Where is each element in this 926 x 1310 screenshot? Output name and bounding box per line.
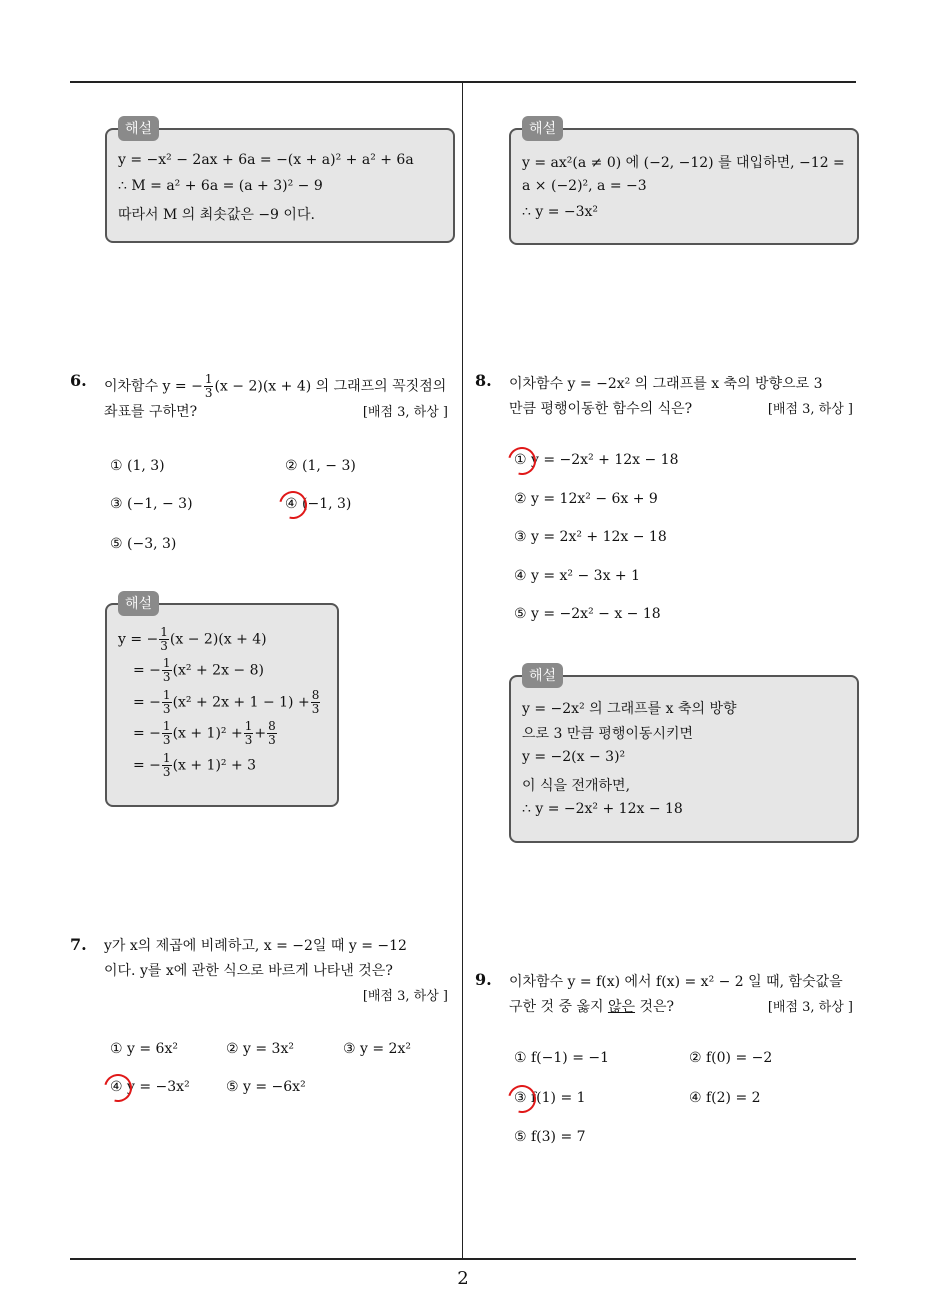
question-number: 6. — [70, 371, 87, 390]
solution-line: 따라서 M 의 최솟값은 −9 이다. — [118, 207, 315, 223]
score-meta: [배점 3, 하상 ] — [767, 402, 853, 417]
score-meta: [배점 3, 하상 ] — [362, 405, 448, 420]
solution-line: = − $\frac{1}{3}$ (x² + 2x + 1 − 1) + $\frac{8}{3}$ — [133, 688, 320, 716]
option-3[interactable]: ③ y = 2x² + 12x − 18 — [514, 529, 667, 545]
score-meta: [배점 3, 하상 ] — [767, 1000, 853, 1015]
option-1[interactable]: ① y = −2x² + 12x − 18 — [514, 452, 679, 468]
question-line: 이차함수 y = −2x² 의 그래프를 x 축의 방향으로 3 — [509, 376, 823, 392]
question-text — [509, 372, 861, 422]
option-2[interactable]: ② y = 12x² − 6x + 9 — [514, 491, 658, 507]
answer-circle-mark — [503, 442, 541, 480]
underlined-word: 않은 — [607, 999, 636, 1015]
question-line: 이차함수 y = f(x) 에서 f(x) = x² − 2 일 때, 함숫값을 — [509, 974, 843, 990]
solution-line: ∴ y = −3x² — [522, 204, 599, 220]
option-2[interactable]: ② y = 3x² — [226, 1041, 294, 1057]
question-line: 이다. y를 x에 관한 식으로 바르게 나타낸 것은? — [104, 963, 393, 979]
option-4[interactable]: ④ (−1, 3) — [285, 496, 352, 512]
option-3[interactable]: ③ (−1, − 3) — [110, 496, 193, 512]
option-4[interactable]: ④ y = −3x² — [110, 1079, 190, 1095]
question-number: 7. — [70, 935, 87, 954]
option-2[interactable]: ② f(0) = −2 — [689, 1050, 773, 1066]
question-line: 좌표를 구하면? — [104, 404, 198, 420]
solution-line: 이 식을 전개하면, — [522, 778, 631, 794]
answer-circle-mark — [274, 486, 312, 524]
option-4[interactable]: ④ f(2) = 2 — [689, 1090, 761, 1106]
option-3[interactable]: ③ f(1) = 1 — [514, 1090, 586, 1106]
option-1[interactable]: ① y = 6x² — [110, 1041, 178, 1057]
question-line: (x − 2)(x + 4) 의 그래프의 꼭짓점의 — [214, 378, 447, 395]
solution-tag: 해설 — [522, 663, 563, 688]
score-meta: [배점 3, 하상 ] — [362, 989, 448, 1004]
question-number: 9. — [475, 970, 492, 989]
column-divider — [462, 83, 463, 1259]
question-line: y가 x의 제곱에 비례하고, x = −2일 때 y = −12 — [104, 938, 407, 954]
option-2[interactable]: ② (1, − 3) — [285, 458, 356, 474]
top-rule — [70, 81, 856, 83]
solution-line: 으로 3 만큼 평행이동시키면 — [522, 726, 694, 742]
question-line: 구한 것 중 옳지 — [509, 999, 608, 1015]
option-3[interactable]: ③ y = 2x² — [343, 1041, 411, 1057]
question-text — [509, 970, 861, 1020]
option-1[interactable]: ① (1, 3) — [110, 458, 165, 474]
option-5[interactable]: ⑤ (−3, 3) — [110, 536, 177, 552]
solution-line: ∴ M = a² + 6a = (a + 3)² − 9 — [118, 178, 323, 194]
solution-line: ∴ y = −2x² + 12x − 18 — [522, 801, 683, 817]
solution-tag: 해설 — [118, 591, 159, 616]
answer-circle-mark — [503, 1080, 541, 1118]
fraction: $\frac{1}{3}$ — [204, 372, 213, 400]
solution-line: = − $\frac{1}{3}$ (x² + 2x − 8) — [133, 656, 264, 684]
solution-line: = − $\frac{1}{3}$ (x + 1)² + $\frac{1}{3}$ + $\frac{8}{3}$ — [133, 719, 276, 747]
question-line: 것은? — [635, 999, 675, 1015]
option-5[interactable]: ⑤ y = −2x² − x − 18 — [514, 606, 661, 622]
question-line: 이차함수 y = − — [104, 378, 203, 395]
solution-line: y = −2(x − 3)² — [522, 749, 626, 765]
solution-line: y = ax²(a ≠ 0) 에 (−2, −12) 를 대입하면, −12 = — [522, 155, 845, 171]
question-text — [104, 373, 456, 425]
solution-line: a × (−2)², a = −3 — [522, 178, 647, 194]
question-number: 8. — [475, 371, 492, 390]
option-5[interactable]: ⑤ y = −6x² — [226, 1079, 306, 1095]
answer-circle-mark — [99, 1069, 137, 1107]
bottom-rule — [70, 1258, 856, 1260]
solution-tag: 해설 — [522, 116, 563, 141]
solution-line: y = −x² − 2ax + 6a = −(x + a)² + a² + 6a — [118, 152, 414, 168]
solution-line: y = −2x² 의 그래프를 x 축의 방향 — [522, 701, 737, 717]
option-1[interactable]: ① f(−1) = −1 — [514, 1050, 610, 1066]
question-line: 만큼 평행이동한 함수의 식은? — [509, 401, 693, 417]
option-4[interactable]: ④ y = x² − 3x + 1 — [514, 568, 641, 584]
page-number: 2 — [457, 1268, 469, 1289]
solution-line: = − $\frac{1}{3}$ (x + 1)² + 3 — [133, 751, 257, 779]
option-5[interactable]: ⑤ f(3) = 7 — [514, 1129, 586, 1145]
question-text — [104, 934, 456, 1009]
solution-line: y = − $\frac{1}{3}$ (x − 2)(x + 4) — [118, 625, 267, 653]
solution-tag: 해설 — [118, 116, 159, 141]
